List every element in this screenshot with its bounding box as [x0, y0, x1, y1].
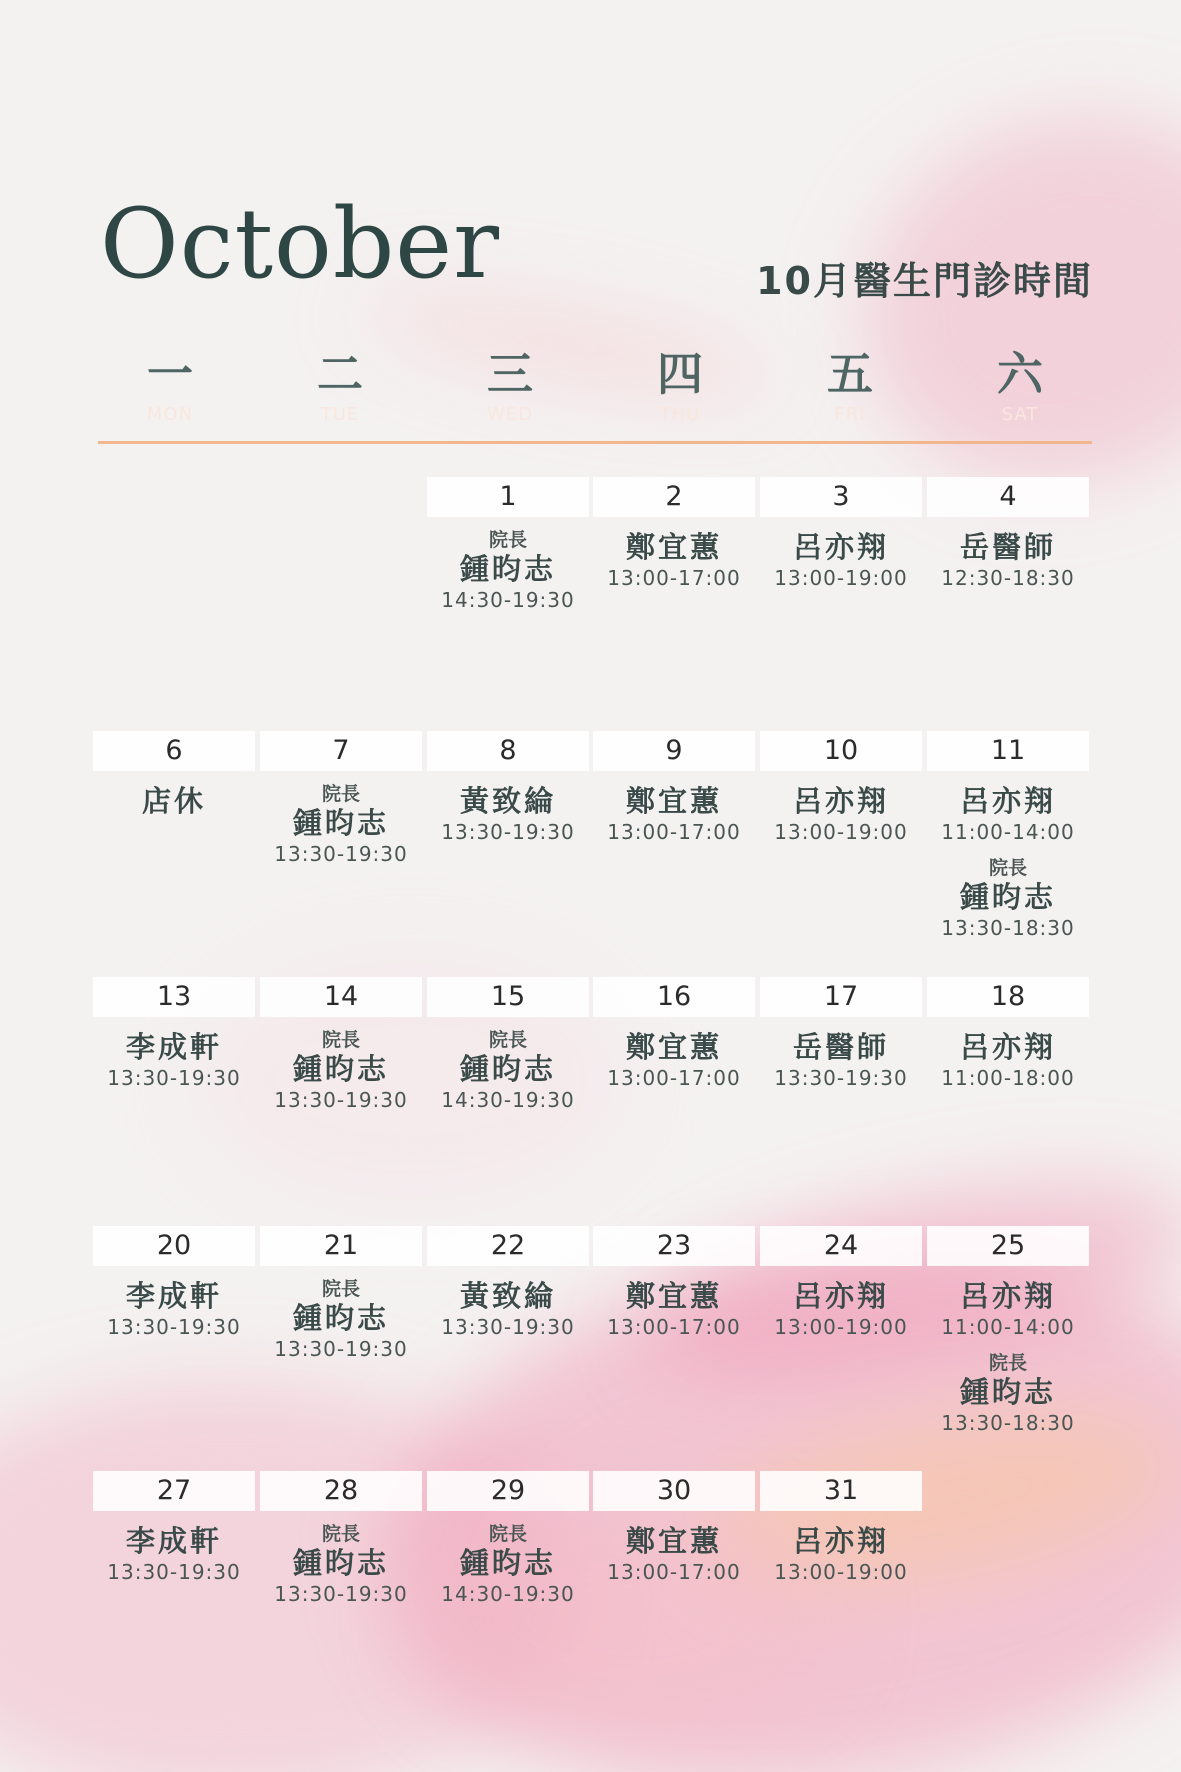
clinic-hours: 14:30-19:30: [441, 1582, 575, 1606]
doctor-name: 黃致綸: [459, 784, 556, 818]
day-cell: [93, 977, 255, 1091]
clinic-hours: 14:30-19:30: [441, 1088, 575, 1112]
doctor-name: 呂亦翔: [792, 784, 889, 818]
schedule-entry: [260, 1523, 422, 1607]
doctor-name: 呂亦翔: [792, 530, 889, 564]
day-cell: [760, 731, 922, 845]
day-number: 21: [260, 1226, 422, 1266]
schedule-entry: [593, 1029, 755, 1091]
schedule-entry: [93, 1523, 255, 1585]
doctor-name: 鍾昀志: [959, 880, 1056, 914]
weekday-label: 六: [997, 347, 1043, 401]
schedule-entry: [593, 1523, 755, 1585]
clinic-hours: 13:00-17:00: [607, 1315, 741, 1339]
doctor-name: 岳醫師: [792, 1030, 889, 1064]
day-cell: [927, 477, 1089, 591]
schedule-entry: [760, 1029, 922, 1091]
doctor-name: 鍾昀志: [959, 1375, 1056, 1409]
day-number: 8: [427, 731, 589, 771]
day-number: 30: [593, 1471, 755, 1511]
day-number: 9: [593, 731, 755, 771]
schedule-entry: [427, 1523, 589, 1607]
day-number: 2: [593, 477, 755, 517]
clinic-hours: 11:00-14:00: [941, 1315, 1075, 1339]
clinic-hours: 11:00-18:00: [941, 1066, 1075, 1090]
day-cell: [593, 1471, 755, 1585]
doctor-name: 鄭宜蕙: [625, 1524, 722, 1558]
day-cell: [260, 977, 422, 1113]
day-number: 25: [927, 1226, 1089, 1266]
day-number: 3: [760, 477, 922, 517]
day-number: 16: [593, 977, 755, 1017]
schedule-entry: [760, 1523, 922, 1585]
weekday-label: 三: [487, 347, 533, 401]
doctor-name: 鍾昀志: [292, 1052, 389, 1086]
schedule-entry: [927, 783, 1089, 845]
schedule-entry: [260, 1278, 422, 1362]
schedule-entry: [260, 783, 422, 867]
clinic-hours: 13:30-19:30: [274, 1088, 408, 1112]
schedule-entry: [427, 1278, 589, 1340]
month-title: October: [100, 188, 500, 300]
weekday-label: 四: [657, 347, 703, 401]
clinic-hours: 13:30-19:30: [274, 1337, 408, 1361]
day-number: 14: [260, 977, 422, 1017]
doctor-name: 李成軒: [125, 1279, 222, 1313]
schedule-entry: [927, 857, 1089, 941]
weekday-label-en: THU: [659, 404, 701, 425]
schedule-entry: [927, 529, 1089, 591]
day-cell: [927, 977, 1089, 1091]
clinic-hours: 13:30-18:30: [941, 1411, 1075, 1435]
day-cell: [593, 977, 755, 1091]
doctor-name: 呂亦翔: [792, 1524, 889, 1558]
doctor-role: 院長: [321, 1278, 360, 1300]
day-cell: [427, 1471, 589, 1607]
doctor-role: 院長: [321, 1523, 360, 1545]
clinic-hours: 13:00-17:00: [607, 566, 741, 590]
day-number: 11: [927, 731, 1089, 771]
doctor-name: 呂亦翔: [959, 1279, 1056, 1313]
header-divider: [98, 441, 1092, 444]
day-number: 22: [427, 1226, 589, 1266]
day-cell: [760, 977, 922, 1091]
day-cell: [927, 731, 1089, 941]
day-cell: [427, 477, 589, 613]
doctor-role: 院長: [321, 783, 360, 805]
clinic-hours: 13:30-19:30: [107, 1315, 241, 1339]
day-cell: [93, 1226, 255, 1340]
doctor-role: 院長: [488, 1523, 527, 1545]
doctor-name: 鍾昀志: [292, 806, 389, 840]
doctor-name: 鍾昀志: [459, 1546, 556, 1580]
schedule-entry: [927, 1029, 1089, 1091]
day-cell: [760, 1471, 922, 1585]
clinic-hours: 13:00-17:00: [607, 1066, 741, 1090]
day-number: 24: [760, 1226, 922, 1266]
day-number: 1: [427, 477, 589, 517]
weekday-label-en: WED: [486, 404, 534, 425]
day-cell: [593, 731, 755, 845]
schedule-entry: [427, 1029, 589, 1113]
doctor-name: 黃致綸: [459, 1279, 556, 1313]
doctor-name: 店休: [141, 784, 206, 818]
clinic-hours: 13:30-19:30: [441, 1315, 575, 1339]
clinic-hours: 13:00-19:00: [774, 566, 908, 590]
day-number: 20: [93, 1226, 255, 1266]
schedule-entry: [927, 1352, 1089, 1436]
doctor-name: 鄭宜蕙: [625, 784, 722, 818]
schedule-entry: [760, 1278, 922, 1340]
clinic-hours: 13:00-19:00: [774, 820, 908, 844]
schedule-entry: [760, 529, 922, 591]
clinic-hours: 12:30-18:30: [941, 566, 1075, 590]
day-number: 7: [260, 731, 422, 771]
clinic-hours: 13:30-19:30: [774, 1066, 908, 1090]
day-number: 23: [593, 1226, 755, 1266]
day-number: 27: [93, 1471, 255, 1511]
weekday-label: 二: [317, 347, 363, 401]
schedule-entry: [93, 783, 255, 819]
schedule-entry: [260, 1029, 422, 1113]
day-cell: [593, 1226, 755, 1340]
doctor-name: 鄭宜蕙: [625, 1279, 722, 1313]
doctor-role: 院長: [488, 1029, 527, 1051]
day-cell: [927, 1226, 1089, 1436]
day-cell: [260, 1226, 422, 1362]
doctor-name: 岳醫師: [959, 530, 1056, 564]
schedule-entry: [93, 1278, 255, 1340]
doctor-name: 鄭宜蕙: [625, 1030, 722, 1064]
schedule-entry: [427, 529, 589, 613]
clinic-hours: 13:00-17:00: [607, 1560, 741, 1584]
schedule-entry: [593, 529, 755, 591]
doctor-name: 呂亦翔: [959, 1030, 1056, 1064]
weekday-label-en: FRI: [834, 404, 866, 425]
doctor-name: 鍾昀志: [459, 1052, 556, 1086]
schedule-entry: [427, 783, 589, 845]
day-cell: [93, 1471, 255, 1585]
doctor-name: 李成軒: [125, 1030, 222, 1064]
day-cell: [427, 1226, 589, 1340]
clinic-hours: 11:00-14:00: [941, 820, 1075, 844]
weekday-label-en: TUE: [320, 404, 360, 425]
clinic-hours: 14:30-19:30: [441, 588, 575, 612]
doctor-name: 呂亦翔: [792, 1279, 889, 1313]
day-cell: [427, 731, 589, 845]
day-cell: [260, 731, 422, 867]
doctor-name: 鍾昀志: [292, 1301, 389, 1335]
doctor-name: 鍾昀志: [292, 1546, 389, 1580]
clinic-hours: 13:00-19:00: [774, 1560, 908, 1584]
day-number: 4: [927, 477, 1089, 517]
doctor-role: 院長: [488, 529, 527, 551]
clinic-hours: 13:00-19:00: [774, 1315, 908, 1339]
day-number: 28: [260, 1471, 422, 1511]
day-number: 31: [760, 1471, 922, 1511]
weekday-label-en: MON: [146, 404, 194, 425]
doctor-name: 呂亦翔: [959, 784, 1056, 818]
schedule-subtitle: 10月醫生門診時間: [756, 259, 1093, 303]
clinic-hours: 13:30-19:30: [107, 1066, 241, 1090]
clinic-hours: 13:30-19:30: [441, 820, 575, 844]
doctor-role: 院長: [321, 1029, 360, 1051]
day-number: 29: [427, 1471, 589, 1511]
day-number: 6: [93, 731, 255, 771]
day-cell: [260, 1471, 422, 1607]
day-number: 13: [93, 977, 255, 1017]
day-number: 10: [760, 731, 922, 771]
schedule-entry: [93, 1029, 255, 1091]
clinic-hours: 13:30-18:30: [941, 916, 1075, 940]
doctor-name: 鍾昀志: [459, 552, 556, 586]
doctor-name: 李成軒: [125, 1524, 222, 1558]
day-cell: [760, 1226, 922, 1340]
doctor-role: 院長: [988, 857, 1027, 879]
schedule-entry: [593, 1278, 755, 1340]
day-cell: [93, 731, 255, 819]
schedule-entry: [593, 783, 755, 845]
weekday-label: 五: [827, 347, 873, 401]
clinic-hours: 13:00-17:00: [607, 820, 741, 844]
schedule-entry: [927, 1278, 1089, 1340]
day-cell: [760, 477, 922, 591]
day-number: 18: [927, 977, 1089, 1017]
doctor-role: 院長: [988, 1352, 1027, 1374]
clinic-hours: 13:30-19:30: [274, 842, 408, 866]
schedule-entry: [760, 783, 922, 845]
clinic-hours: 13:30-19:30: [107, 1560, 241, 1584]
weekday-label: 一: [147, 347, 193, 401]
day-number: 17: [760, 977, 922, 1017]
day-number: 15: [427, 977, 589, 1017]
weekday-label-en: SAT: [1001, 404, 1039, 425]
day-cell: [593, 477, 755, 591]
clinic-hours: 13:30-19:30: [274, 1582, 408, 1606]
doctor-name: 鄭宜蕙: [625, 530, 722, 564]
day-cell: [427, 977, 589, 1113]
